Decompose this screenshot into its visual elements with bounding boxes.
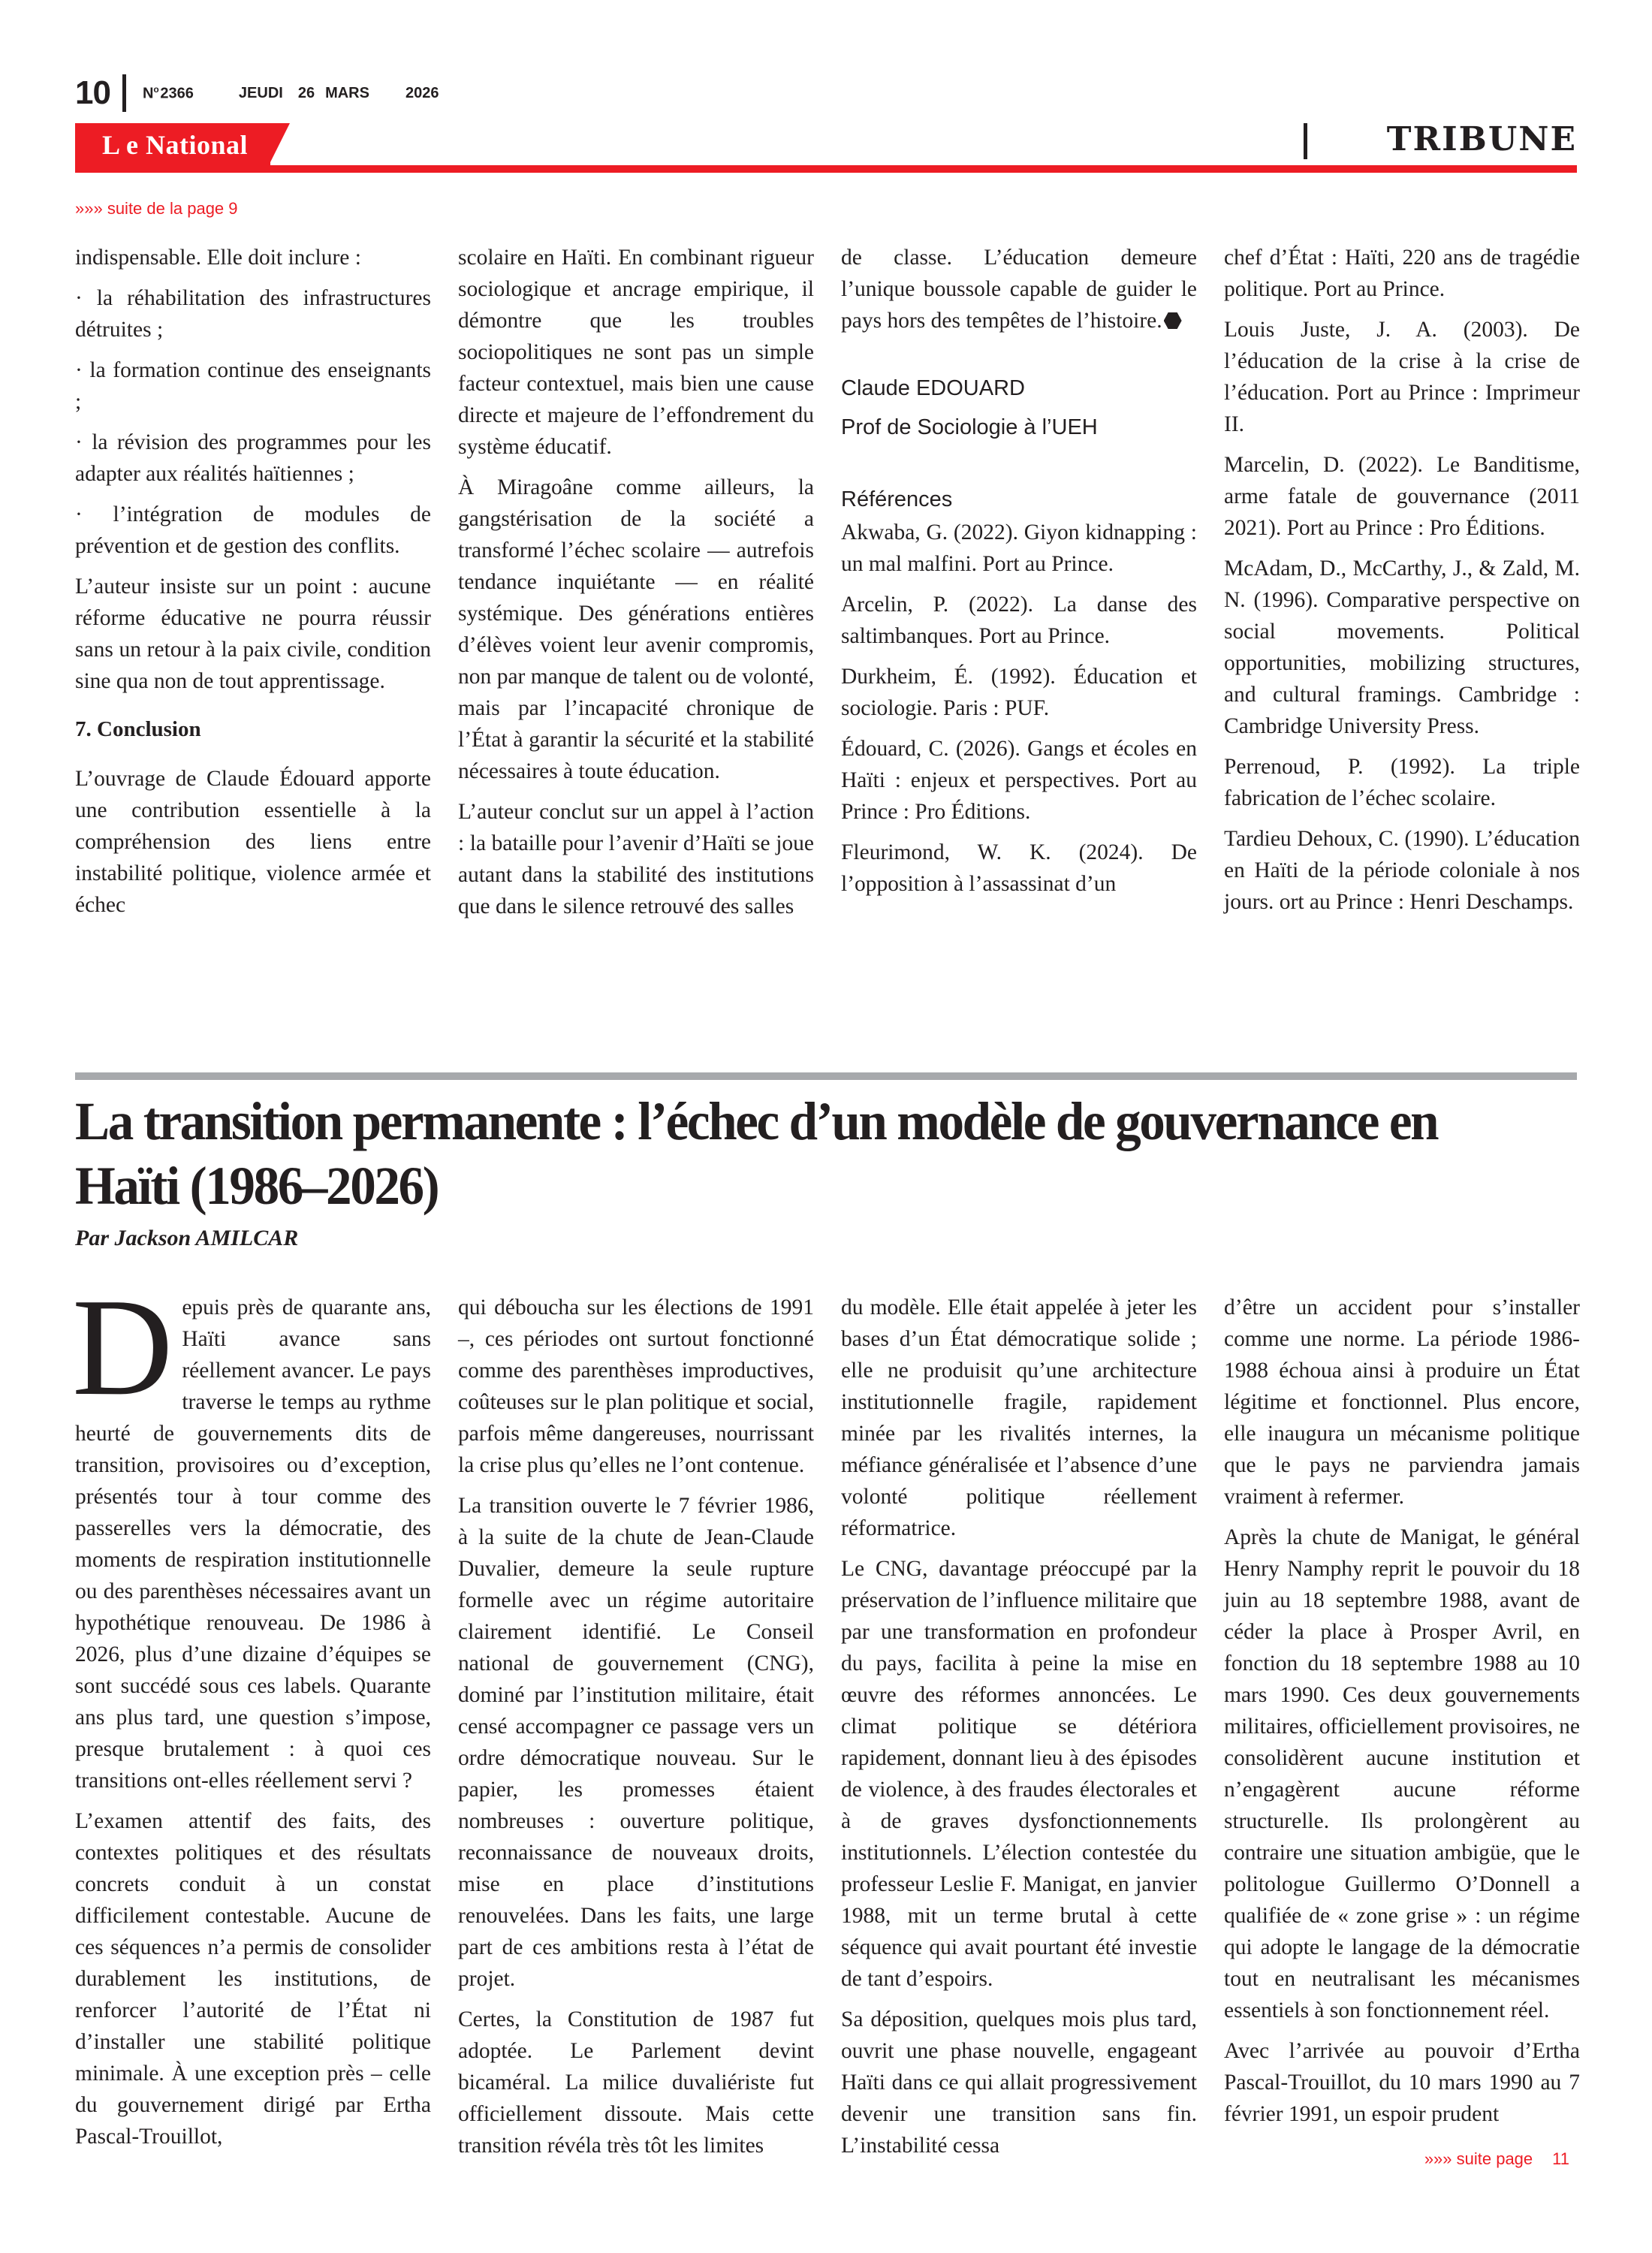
- prev-article-col-4: [1224, 242, 1580, 931]
- reference-item: McAdam, D., McCarthy, J., & Zald, M. N. (1996). Comparative perspective on social movements. Political opportunities, mobilizing structures, and cultural framings. Cambridge : Cambridge University Press.: [1224, 556, 1580, 738]
- article-col-3: [841, 1292, 1197, 2170]
- paragraph: qui déboucha sur les élections de 1991 –, ces périodes ont surtout fonctionné comme des parenthèses improductives, coûteuses sur le plan politique et social, parfois même dangereuses, nourrissant la crise plus qu’elles ne l’ont contenue.: [458, 1295, 814, 1477]
- reference-item: Durkheim, É. (1992). Éducation et sociologie. Paris : PUF.: [841, 665, 1197, 720]
- bullet-item: · l’intégration de modules de prévention et de gestion des conflits.: [75, 502, 431, 558]
- paragraph: Le CNG, davantage préoccupé par la préservation de l’influence militaire que par une transformation en profondeur du pays, facilita à peine la mise en œuvre des réformes annoncées. Le climat politique se détériora rapidement, donnant lieu à des épisodes de violence, à des fraudes électorales et à de graves dysfonctionnements institutionnels. L’élection contestée du professeur Leslie F. Manigat, en janvier 1988, mit un terme brutal à cette séquence qui avait pourtant été investie de tant d’espoirs.: [841, 1557, 1197, 1991]
- author-name: Claude EDOUARD: [841, 376, 1025, 400]
- paragraph: L’auteur insiste sur un point : aucune réforme éducative ne pourra réussir sans un retour à la paix civile, condition sine qua non de tout apprentissage.: [75, 575, 431, 693]
- paragraph: L’auteur conclut sur un appel à l’action : la bataille pour l’avenir d’Haïti se joue autant dans la stabilité des institutions que dans le silence retrouvé des salles: [458, 800, 814, 918]
- drop-cap: D: [72, 1270, 173, 1425]
- article-col-1: [72, 1270, 431, 2170]
- paragraph-text: de classe. L’éducation demeure l’unique boussole capable de guider le pays hors des tempêtes de l’histoire.: [841, 246, 1197, 333]
- reference-item: Perrenoud, P. (1992). La triple fabrication de l’échec scolaire.: [1224, 755, 1580, 810]
- issue-date-day: 26: [297, 84, 315, 101]
- conclusion-heading: 7. Conclusion: [75, 717, 201, 741]
- previous-article: [75, 242, 1580, 931]
- reference-item: Louis Juste, J. A. (2003). De l’éducation de la crise à la crise de l’éducation. Port au Prince : Imprimeur II.: [1224, 318, 1580, 436]
- section-divider: [1304, 123, 1307, 159]
- paragraph: Certes, la Constitution de 1987 fut adoptée. Le Parlement devint bicaméral. La milice duvaliériste fut officiellement dissoute. Mais cette transition révéla très tôt les limites: [458, 2007, 814, 2158]
- reference-item: Édouard, C. (2026). Gangs et écoles en Haïti : enjeux et perspectives. Port au Prince : Pro Éditions.: [841, 737, 1197, 824]
- paragraph: du modèle. Elle était appelée à jeter les bases d’un État démocratique solide ; elle ne produisit qu’une architecture institutionnelle fragile, rapidement minée par les rivalités internes, la méfiance généralisée et l’absence d’une volonté politique réellement réformatrice.: [841, 1295, 1197, 1540]
- references-heading: Références: [841, 487, 953, 511]
- paragraph: Sa déposition, quelques mois plus tard, ouvrit une phase nouvelle, engageant Haïti dans ce qui allait progressivement devenir une transition sans fin. L’instabilité cessa: [841, 2007, 1197, 2158]
- reference-item: chef d’État : Haïti, 220 ans de tragédie politique. Port au Prince.: [1224, 246, 1580, 301]
- paragraph: L’examen attentif des faits, des contextes politiques et des résultats concrets conduit à un constat difficilement contestable. Aucune de ces séquences n’a permis de consolider durablement les institutions, de renforcer l’autorité de l’État ni d’installer une stabilité politique minimale. À une exception près – celle du gouvernement dirigé par Ertha Pascal-Trouillot,: [75, 1809, 431, 2149]
- issue-number: [143, 84, 194, 103]
- newspaper-logo[interactable]: L e National: [102, 130, 249, 160]
- page-header: [75, 72, 439, 114]
- issue-sup: o: [153, 83, 159, 95]
- article-headline: La transition permanente : l’échec d’un modèle de gouvernance en Haïti (1986–2026): [75, 1091, 1438, 1216]
- prev-article-col-2: [458, 242, 814, 931]
- reference-item: Arcelin, P. (2022). La danse des saltimbanques. Port au Prince.: [841, 593, 1197, 648]
- continued-to-page: 11: [1552, 2149, 1569, 2168]
- brand-red-rule: [75, 165, 1577, 173]
- paragraph: Avec l’arrivée au pouvoir d’Ertha Pascal-Trouillot, du 10 mars 1990 au 7 février 1991, un espoir prudent: [1224, 2039, 1580, 2126]
- paragraph: scolaire en Haïti. En combinant rigueur sociologique et ancrage empirique, il démontre que les troubles sociopolitiques ne sont pas un simple facteur contextuel, mais bien une cause directe et majeure de l’effondrement du système éducatif.: [458, 246, 814, 459]
- reference-item: Marcelin, D. (2022). Le Banditisme, arme fatale de gouvernance (2011 2021). Port au Prince : Pro Éditions.: [1224, 453, 1580, 540]
- issue-prefix: N: [142, 85, 154, 102]
- article-body: [72, 1270, 1580, 2170]
- bullet-item: · la formation continue des enseignants ;: [75, 358, 431, 414]
- header-divider: [122, 74, 126, 112]
- continued-from-link[interactable]: »»» suite de la page 9: [75, 199, 238, 218]
- article-col-2: [458, 1292, 814, 2170]
- bullet-item: · la révision des programmes pour les adapter aux réalités haïtiennes ;: [75, 430, 431, 486]
- paragraph-text: epuis près de quarante ans, Haïti avance sans réellement avancer. Le pays traverse le temps au rythme heurté de gouvernements dits de transition, provisoires ou d’exception, présentés tour à tour comme des passerelles vers la démocratie, des moments de respiration institutionnelle ou des parenthèses nécessaires avant un hypothétique renouveau. De 1986 à 2026, plus d’une dizaine d’équipes se sont succédé sous ces labels. Quarante ans plus tard, une question s’impose, presque brutalement : à quoi ces transitions ont-elles réellement servi ?: [75, 1295, 431, 1793]
- page-number: 10: [75, 74, 110, 111]
- bullet-item: · la réhabilitation des infrastructures détruites ;: [75, 286, 431, 342]
- prev-article-col-1: [75, 242, 431, 931]
- article-byline: Par Jackson AMILCAR: [75, 1226, 299, 1250]
- paragraph: d’être un accident pour s’installer comme une norme. La période 1986-1988 échoua ainsi à produire un État légitime et fonctionnel. Plus encore, elle inaugura un mécanisme politique que le pays ne parviendra jamais vraiment à refermer.: [1224, 1295, 1580, 1509]
- prev-article-col-3: [841, 242, 1197, 931]
- paragraph: À Miragoâne comme ailleurs, la gangstérisation de la société a transformé l’échec scolaire — autrefois tendance inquiétante — en réalité systémique. Des générations entières d’élèves voient leur avenir compromis, non par manque de talent ou de volonté, mais par l’incapacité chronique de l’État à garantir la sécurité et la stabilité nécessaires à toute éducation.: [458, 475, 814, 783]
- article-col-4: [1224, 1292, 1580, 2170]
- issue-meta: [143, 84, 439, 103]
- brand-bar: [75, 123, 1577, 176]
- paragraph: Après la chute de Manigat, le général Henry Namphy reprit le pouvoir du 18 juin au 18 septembre 1988, avant de céder la place à Prosper Avril, en fonction du 18 septembre 1988 au 10 mars 1990. Ces deux gouvernements militaires, officiellement provisoires, ne consolidèrent aucune institution et n’engagèrent aucune réforme structurelle. Ils prolongèrent au contraire une situation ambigüe, que le politologue Guillermo O’Donnell a qualifiée de « zone grise » : un régime qui adopte le langage de la démocratie tout en neutralisant les mécanismes essentiels à son fonctionnement réel.: [1224, 1525, 1580, 2022]
- paragraph: indispensable. Elle doit inclure :: [75, 246, 361, 270]
- brand-tab-slant: [269, 123, 290, 165]
- continued-to-label: »»» suite page: [1424, 2149, 1533, 2168]
- reference-item: Fleurimond, W. K. (2024). De l’opposition à l’assassinat d’un: [841, 840, 1197, 896]
- reference-item: Tardieu Dehoux, C. (1990). L’éducation en Haïti de la période coloniale à nos jours. ort au Prince : Henri Deschamps.: [1224, 827, 1580, 914]
- issue-number-value: 2366: [160, 85, 194, 102]
- end-of-article-icon: [1164, 312, 1182, 329]
- paragraph: [841, 242, 1197, 336]
- author-title: Prof de Sociologie à l’UEH: [841, 415, 1098, 439]
- paragraph: [72, 1270, 431, 1796]
- paragraph: La transition ouverte le 7 février 1986, à la suite de la chute de Jean-Claude Duvalier, demeure la seule rupture formelle avec un régime autoritaire clairement identifié. Le Conseil national de gouvernement (CNG), dominé par l’institution militaire, était censé accompagner ce passage vers un ordre démocratique nouveau. Sur le papier, les promesses étaient nombreuses : ouverture politique, reconnaissance de nouveaux droits, mise en place d’institutions renouvelées. Dans les faits, une large part de ces ambitions resta à l’état de projet.: [458, 1494, 814, 1991]
- paragraph: L’ouvrage de Claude Édouard apporte une contribution essentielle à la compréhension des liens entre instabilité politique, violence armée et échec: [75, 767, 431, 917]
- continued-to-link[interactable]: [1424, 2149, 1569, 2169]
- reference-item: Akwaba, G. (2022). Giyon kidnapping : un mal malfini. Port au Prince.: [841, 520, 1197, 576]
- issue-year: 2026: [405, 84, 439, 101]
- issue-day: JEUDI: [238, 84, 283, 101]
- section-title[interactable]: TRIBUNE: [1386, 120, 1577, 158]
- article-divider: [75, 1072, 1577, 1080]
- issue-month: MARS: [325, 84, 369, 101]
